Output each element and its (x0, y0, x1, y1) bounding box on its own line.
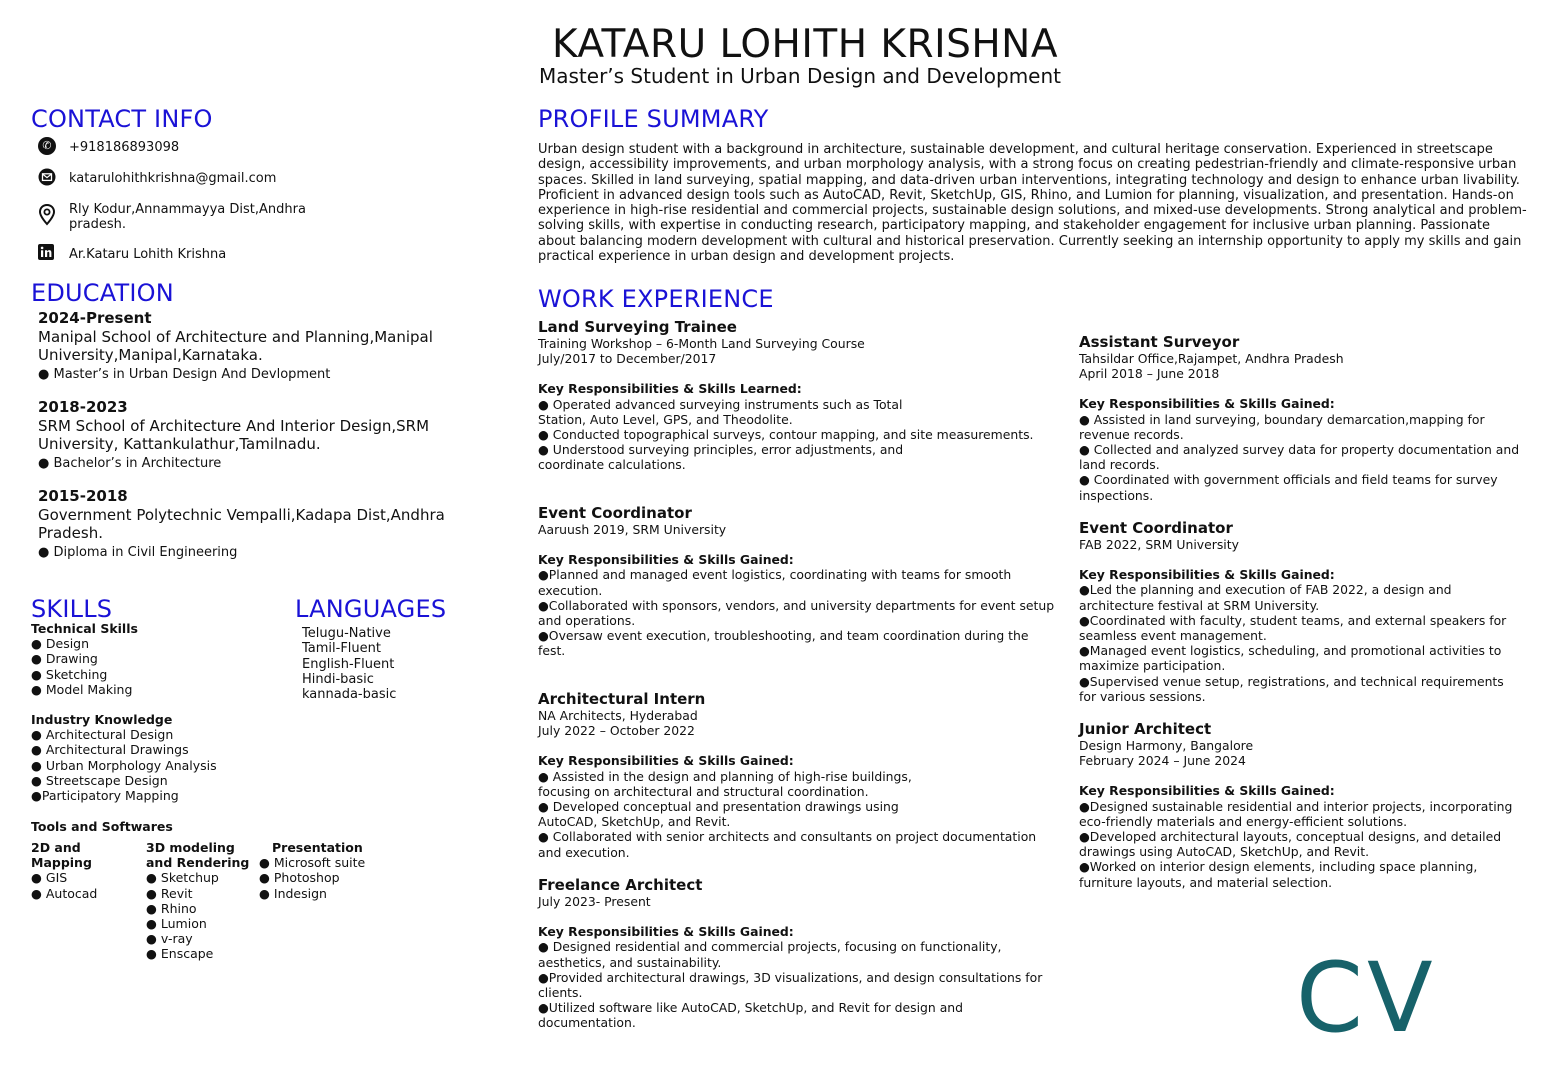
job-entry (1079, 720, 1524, 890)
list-item: English-Fluent (302, 656, 395, 672)
job-bullet: ● Developed conceptual and presentation drawings using AutoCAD, SketchUp, and Revit. (538, 799, 899, 830)
job-org: Training Workshop – 6-Month Land Surveying Course (538, 336, 865, 351)
job-org: Tahsildar Office,Rajampet, Andhra Pradesh (1079, 351, 1344, 366)
languages-list (302, 626, 462, 702)
job-responsibilities-title: Key Responsibilities & Skills Gained: (538, 552, 794, 568)
job-dates: July/2017 to December/2017 (538, 351, 717, 367)
job-entry (1079, 519, 1524, 704)
education-item (38, 398, 508, 472)
list-item: ● Urban Morphology Analysis (31, 757, 217, 773)
list-item: ● Microsoft suite (259, 855, 366, 871)
list-item: ● Architectural Drawings (31, 742, 189, 758)
list-item: Hindi-basic (302, 671, 374, 687)
job-responsibilities-title: Key Responsibilities & Skills Gained: (1079, 396, 1335, 412)
education-years: 2015-2018 (38, 487, 128, 505)
list-item: ● Lumion (146, 916, 207, 932)
email-text: katarulohithkrishna@gmail.com (69, 171, 277, 186)
technical-skills-title: Technical Skills (31, 621, 138, 636)
job-title: Event Coordinator (1079, 519, 1233, 537)
job-bullet: ●Utilized software like AutoCAD, SketchUp, and Revit for design and documentation. (538, 1000, 964, 1031)
job-bullet: ●Oversaw event execution, troubleshooting, and team coordination during the fest. (538, 628, 1029, 659)
job-bullet: ● Collected and analyzed survey data for property documentation and land records. (1079, 442, 1520, 473)
job-bullet: ● Designed residential and commercial projects, focusing on functionality, aesthetics, and sustainability. (538, 939, 1002, 970)
job-bullet: ● Operated advanced surveying instruments such as Total Station, Auto Level, GPS, and Theodolite. (538, 396, 903, 427)
location-icon (38, 204, 56, 222)
job-title: Junior Architect (1079, 720, 1212, 738)
job-entry (1079, 333, 1524, 503)
job-title: Freelance Architect (538, 876, 703, 894)
job-org: Aaruush 2019, SRM University (538, 522, 727, 537)
job-entry (538, 876, 1058, 1031)
job-dates: February 2024 – June 2024 (1079, 753, 1246, 769)
profile-summary: Urban design student with a background in architecture, sustainable development, and cultural heritage conservation. Experienced in streetscape design, accessibility improvements, and urban morphology analysis, with a strong focus on creating pedestrian-friendly and climate-responsive urban spaces. Skilled in land surveying, spatial mapping, and data-driven urban interventions, integrating technology and design to enhance urban livability. Proficient in advanced design tools such as AutoCAD, Revit, SketchUp, GIS, Rhino, and Lumion for planning, visualization, and presentation. Hands-on experience in high-rise residential and commercial projects, sustainable design solutions, and mixed-use developments. Strong analytical and problem-solving skills, with expertise in conducting research, participatory mapping, and stakeholder engagement for inclusive urban planning. Passionate about balancing modern development with cultural and historical preservation. Currently seeking an internship opportunity to apply my skills and gain practical experience in urban design and development projects. (538, 142, 1527, 265)
list-item: ● GIS (31, 870, 68, 886)
tools-presentation (259, 840, 389, 901)
job-bullet: ●Developed architectural layouts, conceptual designs, and detailed drawings using AutoCAD, SketchUp, and Revit. (1079, 829, 1502, 860)
job-bullet: ●Collaborated with sponsors, vendors, and university departments for event setup and operations. (538, 597, 1055, 629)
list-item: ● Drawing (31, 651, 98, 667)
list-item: kannada-basic (302, 687, 397, 703)
job-bullet: ●Planned and managed event logistics, coordinating with teams for smooth execution. (538, 567, 1012, 598)
tools-group-title: Presentation (272, 840, 363, 855)
job-title: Assistant Surveyor (1079, 333, 1240, 351)
list-item: ● Sketching (31, 666, 108, 682)
education-degree: ● Master’s in Urban Design And Devlopment (38, 367, 331, 382)
job-responsibilities-title: Key Responsibilities & Skills Gained: (538, 924, 794, 940)
languages-title: LANGUAGES (295, 595, 447, 623)
education-years: 2018-2023 (38, 398, 128, 416)
phone-icon: ✆ (38, 137, 56, 155)
linkedin-icon (38, 244, 56, 262)
job-bullet: ● Collaborated with senior architects and consultants on project documentation and execution. (538, 829, 1037, 860)
job-bullet: ●Supervised venue setup, registrations, and technical requirements for various sessions. (1079, 673, 1504, 704)
job-bullet: ●Provided architectural drawings, 3D visualizations, and design consultations for clients. (538, 969, 1043, 1001)
job-responsibilities-title: Key Responsibilities & Skills Learned: (538, 381, 802, 397)
linkedin-text: Ar.Kataru Lohith Krishna (69, 247, 227, 262)
job-bullet: ● Understood surveying principles, error adjustments, and coordinate calculations. (538, 442, 904, 473)
job-bullet: ● Conducted topographical surveys, contour mapping, and site measurements. (538, 427, 1034, 443)
list-item: ● Model Making (31, 681, 133, 697)
tools-title: Tools and Softwares (31, 819, 173, 834)
education-institution: Government Polytechnic Vempalli,Kadapa Dist,Andhra Pradesh. (38, 506, 445, 542)
job-entry (538, 504, 1058, 659)
list-item: ● Streetscape Design (31, 772, 168, 788)
job-bullet: ●Coordinated with faculty, student teams, and external speakers for seamless event management. (1079, 612, 1507, 644)
mail-icon (38, 168, 56, 186)
education-institution: Manipal School of Architecture and Planning,Manipal University,Manipal,Karnataka. (38, 328, 433, 364)
job-bullet: ●Led the planning and execution of FAB 2022, a design and architecture festival at SRM University. (1079, 582, 1452, 613)
job-title: Land Surveying Trainee (538, 318, 737, 336)
job-org: July 2023- Present (538, 894, 651, 909)
job-bullet: ● Assisted in land surveying, boundary demarcation,mapping for revenue records. (1079, 411, 1485, 442)
tools-group-title: 3D modeling and Rendering (146, 840, 250, 871)
job-bullet: ● Coordinated with government officials and field teams for survey inspections. (1079, 472, 1498, 503)
list-item: ● Architectural Design (31, 727, 174, 743)
job-responsibilities-title: Key Responsibilities & Skills Gained: (1079, 783, 1335, 799)
address-text: Rly Kodur,Annammayya Dist,Andhra pradesh. (69, 202, 306, 232)
job-dates: July 2022 – October 2022 (538, 723, 695, 739)
tools-3d-modeling (146, 840, 258, 962)
contact-title: CONTACT INFO (31, 105, 213, 133)
education-degree: ● Diploma in Civil Engineering (38, 545, 238, 560)
job-entry (538, 318, 1058, 473)
industry-knowledge (31, 712, 281, 803)
job-title: Architectural Intern (538, 690, 706, 708)
job-bullet: ●Designed sustainable residential and interior projects, incorporating eco-friendly materials and energy-efficient solutions. (1079, 798, 1513, 829)
resume-subtitle: Master’s Student in Urban Design and Development (539, 64, 1061, 88)
education-years: 2024-Present (38, 309, 152, 327)
list-item: Tamil-Fluent (302, 641, 381, 657)
phone-text: +918186893098 (69, 140, 180, 155)
tools-group-title: 2D and Mapping (31, 840, 92, 871)
resume-name: KATARU LOHITH KRISHNA (551, 22, 1059, 67)
education-item (38, 487, 508, 561)
job-title: Event Coordinator (538, 504, 692, 522)
tools-2d-mapping (31, 840, 141, 901)
profile-title: PROFILE SUMMARY (538, 105, 769, 133)
list-item: ● Revit (146, 885, 193, 901)
list-item: ● Photoshop (259, 870, 340, 886)
technical-skills (31, 621, 281, 697)
job-dates: April 2018 – June 2018 (1079, 366, 1220, 382)
skills-title: SKILLS (31, 595, 113, 623)
list-item: ● Sketchup (146, 870, 219, 886)
job-responsibilities-title: Key Responsibilities & Skills Gained: (538, 753, 794, 769)
list-item: ● Design (31, 636, 90, 652)
job-bullet: ● Assisted in the design and planning of high-rise buildings, focusing on architectural and structural coordination. (538, 768, 912, 799)
education-title: EDUCATION (31, 279, 174, 307)
cv-logo: CV (1296, 942, 1437, 1054)
list-item: ● v-ray (146, 931, 193, 947)
job-bullet: ●Worked on interior design elements, including space planning, furniture layouts, and material selection. (1079, 859, 1478, 890)
education-institution: SRM School of Architecture And Interior Design,SRM University, Kattankulathur,Tamilnadu. (38, 417, 430, 453)
list-item: ● Rhino (146, 900, 197, 916)
job-bullet: ●Managed event logistics, scheduling, and promotional activities to maximize participation. (1079, 643, 1502, 674)
list-item: Telugu-Native (302, 626, 391, 641)
list-item: ●Participatory Mapping (31, 788, 179, 804)
job-entry (538, 690, 1058, 860)
job-responsibilities-title: Key Responsibilities & Skills Gained: (1079, 567, 1335, 583)
list-item: ● Autocad (31, 885, 98, 901)
list-item: ● Enscape (146, 946, 214, 962)
list-item: ● Indesign (259, 885, 327, 901)
education-degree: ● Bachelor’s in Architecture (38, 456, 222, 471)
job-org: FAB 2022, SRM University (1079, 537, 1239, 552)
job-org: NA Architects, Hyderabad (538, 708, 698, 723)
job-org: Design Harmony, Bangalore (1079, 738, 1254, 753)
education-item (38, 309, 508, 383)
industry-knowledge-title: Industry Knowledge (31, 712, 173, 727)
work-title: WORK EXPERIENCE (538, 285, 774, 313)
